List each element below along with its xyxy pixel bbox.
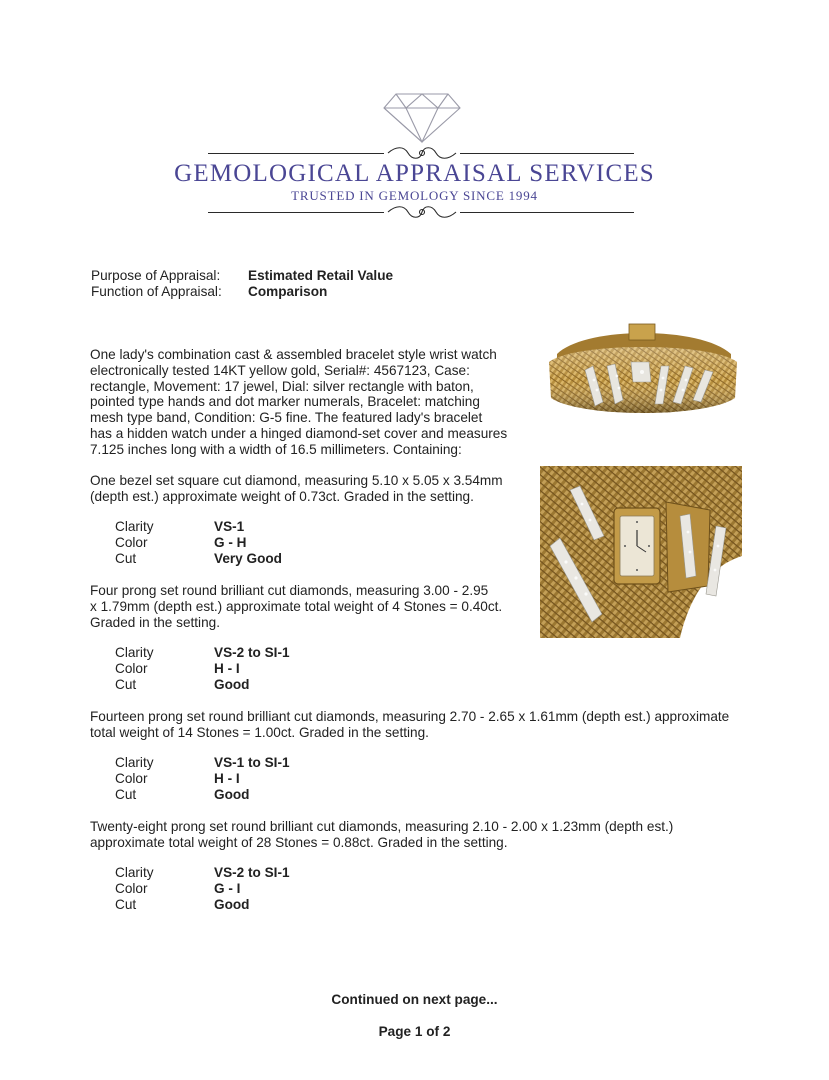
cut-label: Cut: [115, 676, 137, 692]
stone-line: (depth est.) approximate weight of 0.73ct. Graded in the setting.: [90, 488, 474, 504]
cut-value: Good: [214, 896, 250, 912]
company-tagline: TRUSTED IN GEMOLOGY SINCE 1994: [291, 188, 538, 203]
clarity-label: Clarity: [115, 755, 154, 770]
cut-value: Very Good: [214, 550, 282, 566]
logo: [0, 0, 829, 230]
clarity-value: VS-1: [214, 519, 245, 534]
header-rule-bottom-right: [460, 212, 634, 213]
cut-value: Good: [214, 676, 250, 692]
color-label: Color: [115, 660, 148, 676]
page-number: Page 1 of 2: [378, 1024, 451, 1039]
stone-line: Fourteen prong set round brilliant cut diamonds, measuring 2.70 - 2.65 x 1.61mm (depth est.) approximate: [90, 709, 730, 724]
diamond-icon: [382, 92, 462, 144]
header-rule-top-right: [460, 153, 634, 154]
stone-line: total weight of 14 Stones = 1.00ct. Graded in the setting.: [90, 724, 429, 740]
color-label: Color: [115, 880, 148, 896]
stone-description: [90, 583, 502, 630]
description-line: mesh type band, Condition: G-5 fine. The featured lady's bracelet: [90, 410, 483, 426]
cut-value: Good: [214, 786, 250, 802]
continued-note: Continued on next page...: [331, 992, 498, 1007]
stone-description: [90, 819, 673, 851]
purpose-label: Purpose of Appraisal:: [91, 268, 221, 283]
description-line: 7.125 inches long with a width of 16.5 millimeters. Containing:: [90, 441, 462, 457]
stone-line: Four prong set round brilliant cut diamonds, measuring 3.00 - 2.95: [90, 583, 489, 598]
stone-line: approximate total weight of 28 Stones = 0.88ct. Graded in the setting.: [90, 834, 508, 850]
flourish-top: [386, 146, 458, 160]
color-value: H - I: [214, 660, 240, 676]
description-line: has a hidden watch under a hinged diamond-set cover and measures: [90, 425, 508, 441]
flourish-bottom: [386, 205, 458, 219]
watch-photo: [540, 466, 742, 638]
description-line: rectangle, Movement: 17 jewel, Dial: silver rectangle with baton,: [90, 378, 474, 394]
function-value: Comparison: [248, 284, 328, 299]
clarity-label: Clarity: [115, 865, 154, 880]
header-rule-bottom-left: [208, 212, 384, 213]
grade-label: [115, 519, 154, 566]
stone-description: [90, 473, 503, 505]
company-name: GEMOLOGICAL APPRAISAL SERVICES: [174, 160, 655, 187]
clarity-label: Clarity: [115, 645, 154, 660]
clarity-value: VS-2 to SI-1: [214, 865, 290, 880]
color-value: H - I: [214, 770, 240, 786]
cut-label: Cut: [115, 550, 137, 566]
description-line: pointed type hands and dot marker numerals, Bracelet: matching: [90, 394, 480, 410]
bracelet-photo: [545, 318, 741, 430]
stone-description: [90, 709, 729, 741]
grade-label: [115, 865, 154, 912]
item-description: [90, 347, 507, 458]
stone-line: Graded in the setting.: [90, 614, 220, 630]
cut-label: Cut: [115, 786, 137, 802]
clarity-value: VS-1 to SI-1: [214, 755, 290, 770]
grade-values: [214, 755, 290, 802]
purpose-value: Estimated Retail Value: [248, 268, 394, 283]
grade-values: [214, 645, 290, 692]
function-label: Function of Appraisal:: [91, 284, 222, 299]
grade-values: [214, 519, 282, 566]
description-line: One lady's combination cast & assembled bracelet style wrist watch: [90, 347, 497, 362]
description-line: electronically tested 14KT yellow gold, Serial#: 4567123, Case:: [90, 362, 470, 378]
stone-line: Twenty-eight prong set round brilliant cut diamonds, measuring 2.10 - 2.00 x 1.23mm (depth est.): [90, 819, 674, 834]
color-label: Color: [115, 534, 148, 550]
color-value: G - H: [214, 534, 247, 550]
header-rule-top-left: [208, 153, 384, 154]
stone-line: x 1.79mm (depth est.) approximate total weight of 4 Stones = 0.40ct.: [90, 598, 503, 614]
color-value: G - I: [214, 880, 241, 896]
cut-label: Cut: [115, 896, 137, 912]
color-label: Color: [115, 770, 148, 786]
clarity-value: VS-2 to SI-1: [214, 645, 290, 660]
stone-line: One bezel set square cut diamond, measuring 5.10 x 5.05 x 3.54mm: [90, 473, 503, 488]
grade-label: [115, 645, 154, 692]
clarity-label: Clarity: [115, 519, 154, 534]
grade-values: [214, 865, 290, 912]
grade-label: [115, 755, 154, 802]
